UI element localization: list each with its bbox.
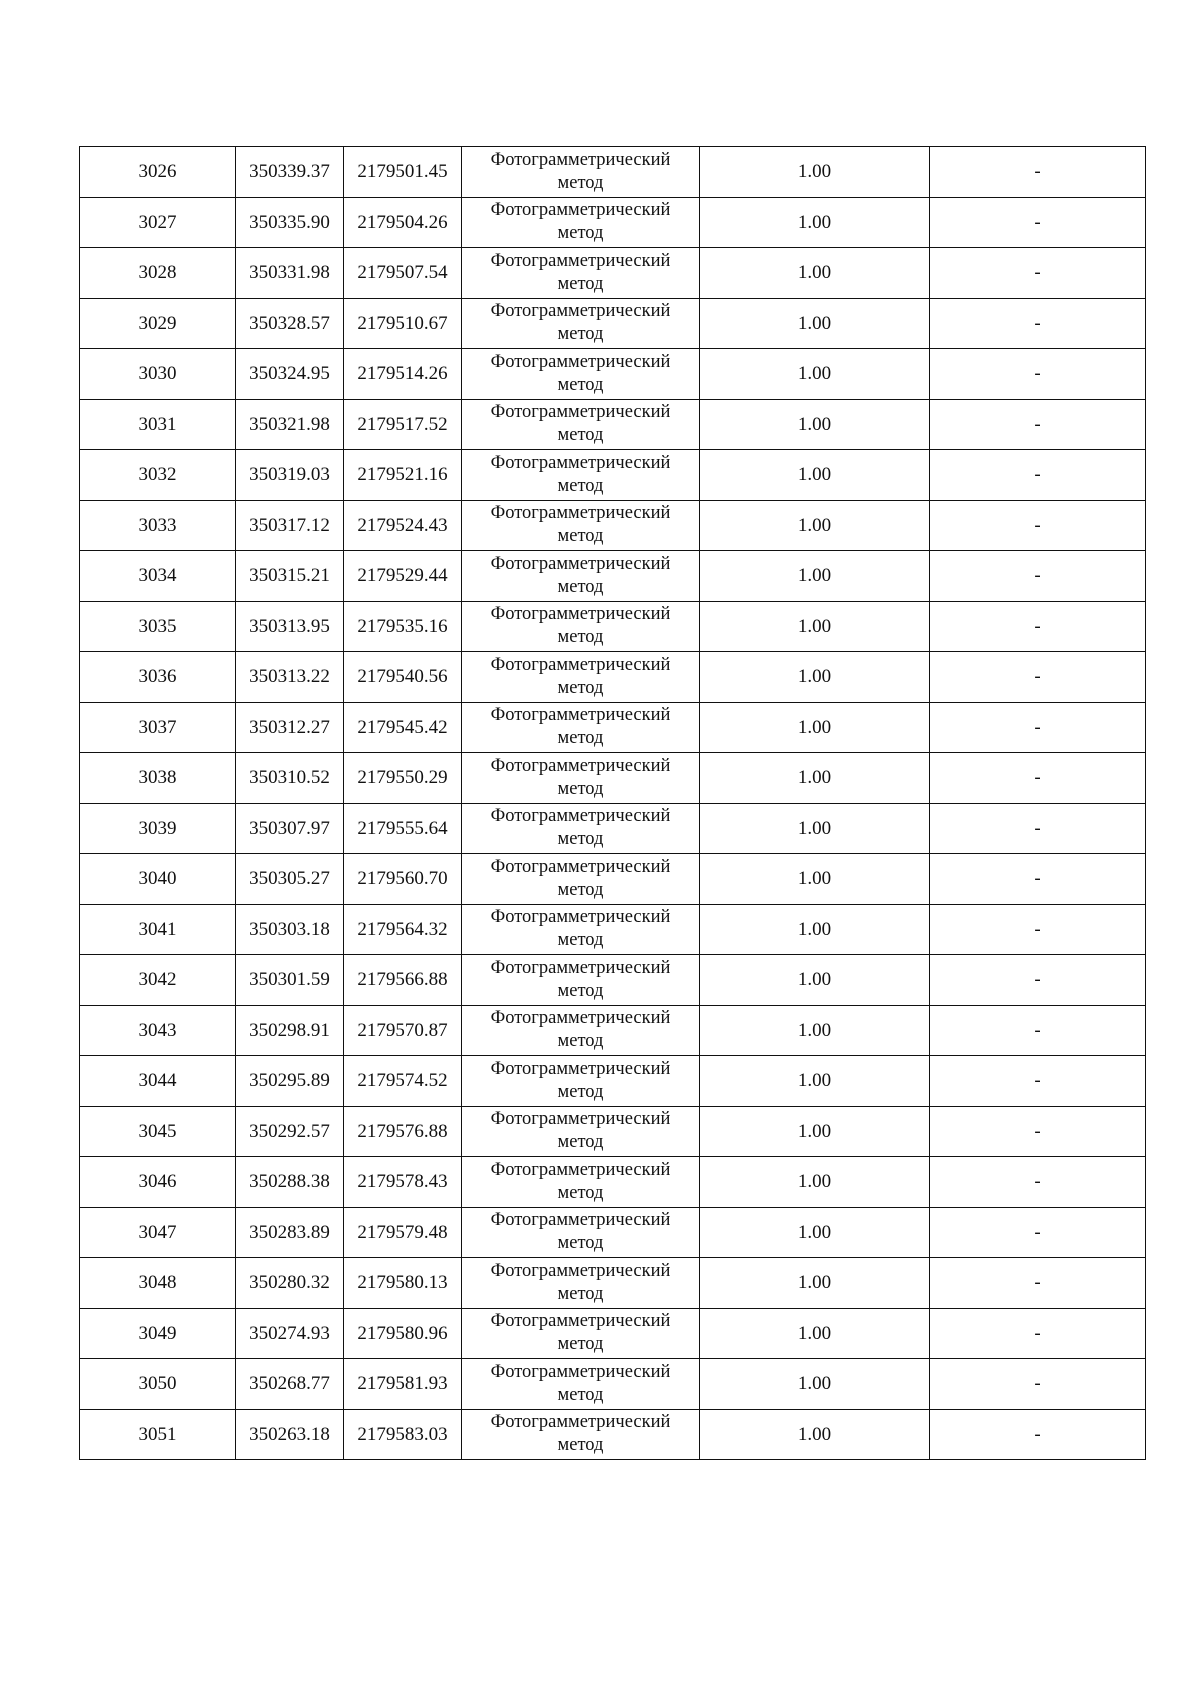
accuracy-cell: 1.00	[700, 1005, 930, 1056]
method-line-2: метод	[557, 980, 604, 1001]
table-row	[80, 1258, 1146, 1309]
table-row	[80, 1157, 1146, 1208]
note-cell: -	[930, 197, 1146, 248]
y-coordinate-cell: 2179514.26	[344, 349, 462, 400]
method-line-1: Фотограмметрический	[490, 654, 671, 675]
note-cell: -	[930, 450, 1146, 501]
method-line-1: Фотограмметрический	[490, 1008, 671, 1029]
y-coordinate-cell: 2179580.96	[344, 1308, 462, 1359]
method-line-1: Фотограмметрический	[490, 604, 671, 625]
method-line-2: метод	[557, 273, 604, 294]
y-coordinate-cell: 2179564.32	[344, 904, 462, 955]
method-line-1: Фотограмметрический	[490, 149, 671, 170]
note-cell: -	[930, 955, 1146, 1006]
note-cell: -	[930, 147, 1146, 198]
accuracy-cell: 1.00	[700, 147, 930, 198]
method-line-1: Фотограмметрический	[490, 1260, 671, 1281]
y-coordinate-cell: 2179504.26	[344, 197, 462, 248]
method-line-1: Фотограмметрический	[490, 1361, 671, 1382]
accuracy-cell: 1.00	[700, 197, 930, 248]
table-row	[80, 1409, 1146, 1460]
method-line-1: Фотограмметрический	[490, 1109, 671, 1130]
table-row	[80, 1207, 1146, 1258]
method-line-2: метод	[557, 1334, 604, 1355]
table-row	[80, 551, 1146, 602]
method-line-2: метод	[557, 374, 604, 395]
point-number-cell: 3028	[80, 248, 236, 299]
y-coordinate-cell: 2179580.13	[344, 1258, 462, 1309]
note-cell: -	[930, 1409, 1146, 1460]
x-coordinate-cell: 350301.59	[236, 955, 344, 1006]
x-coordinate-cell: 350274.93	[236, 1308, 344, 1359]
table-row	[80, 1359, 1146, 1410]
note-cell: -	[930, 1207, 1146, 1258]
method-line-2: метод	[557, 1233, 604, 1254]
y-coordinate-cell: 2179560.70	[344, 854, 462, 905]
x-coordinate-cell: 350307.97	[236, 803, 344, 854]
method-cell	[462, 904, 700, 955]
method-line-1: Фотограмметрический	[490, 907, 671, 928]
method-line-1: Фотограмметрический	[490, 806, 671, 827]
point-number-cell: 3036	[80, 652, 236, 703]
x-coordinate-cell: 350319.03	[236, 450, 344, 501]
table-row	[80, 349, 1146, 400]
method-line-1: Фотограмметрический	[490, 1159, 671, 1180]
x-coordinate-cell: 350313.95	[236, 601, 344, 652]
method-line-1: Фотограмметрический	[490, 503, 671, 524]
table-row	[80, 500, 1146, 551]
y-coordinate-cell: 2179566.88	[344, 955, 462, 1006]
accuracy-cell: 1.00	[700, 601, 930, 652]
point-number-cell: 3041	[80, 904, 236, 955]
x-coordinate-cell: 350321.98	[236, 399, 344, 450]
accuracy-cell: 1.00	[700, 753, 930, 804]
note-cell: -	[930, 298, 1146, 349]
point-number-cell: 3029	[80, 298, 236, 349]
method-cell	[462, 702, 700, 753]
method-line-2: метод	[557, 1182, 604, 1203]
y-coordinate-cell: 2179581.93	[344, 1359, 462, 1410]
accuracy-cell: 1.00	[700, 1359, 930, 1410]
table-row	[80, 601, 1146, 652]
y-coordinate-cell: 2179555.64	[344, 803, 462, 854]
method-cell	[462, 399, 700, 450]
point-number-cell: 3050	[80, 1359, 236, 1410]
method-line-1: Фотограмметрический	[490, 301, 671, 322]
method-cell	[462, 1359, 700, 1410]
point-number-cell: 3039	[80, 803, 236, 854]
method-cell	[462, 349, 700, 400]
method-line-1: Фотограмметрический	[490, 402, 671, 423]
method-cell	[462, 854, 700, 905]
x-coordinate-cell: 350310.52	[236, 753, 344, 804]
table-row	[80, 803, 1146, 854]
table-row	[80, 298, 1146, 349]
table-row	[80, 248, 1146, 299]
table-row	[80, 904, 1146, 955]
method-line-2: метод	[557, 1435, 604, 1456]
method-cell	[462, 298, 700, 349]
x-coordinate-cell: 350317.12	[236, 500, 344, 551]
x-coordinate-cell: 350292.57	[236, 1106, 344, 1157]
x-coordinate-cell: 350315.21	[236, 551, 344, 602]
method-line-2: метод	[557, 526, 604, 547]
note-cell: -	[930, 399, 1146, 450]
method-cell	[462, 1106, 700, 1157]
accuracy-cell: 1.00	[700, 955, 930, 1006]
note-cell: -	[930, 1005, 1146, 1056]
method-line-2: метод	[557, 324, 604, 345]
method-line-2: метод	[557, 930, 604, 951]
point-number-cell: 3043	[80, 1005, 236, 1056]
method-line-1: Фотограмметрический	[490, 856, 671, 877]
accuracy-cell: 1.00	[700, 248, 930, 299]
method-cell	[462, 1308, 700, 1359]
accuracy-cell: 1.00	[700, 1207, 930, 1258]
accuracy-cell: 1.00	[700, 803, 930, 854]
accuracy-cell: 1.00	[700, 1258, 930, 1309]
y-coordinate-cell: 2179501.45	[344, 147, 462, 198]
method-line-2: метод	[557, 172, 604, 193]
note-cell: -	[930, 349, 1146, 400]
x-coordinate-cell: 350298.91	[236, 1005, 344, 1056]
note-cell: -	[930, 803, 1146, 854]
method-cell	[462, 652, 700, 703]
table-row	[80, 854, 1146, 905]
x-coordinate-cell: 350295.89	[236, 1056, 344, 1107]
table-row	[80, 147, 1146, 198]
table-row	[80, 197, 1146, 248]
method-cell	[462, 1258, 700, 1309]
point-number-cell: 3026	[80, 147, 236, 198]
point-number-cell: 3037	[80, 702, 236, 753]
note-cell: -	[930, 652, 1146, 703]
method-cell	[462, 551, 700, 602]
method-line-2: метод	[557, 1031, 604, 1052]
method-cell	[462, 955, 700, 1006]
method-line-2: метод	[557, 1081, 604, 1102]
method-line-2: метод	[557, 1132, 604, 1153]
point-number-cell: 3030	[80, 349, 236, 400]
point-number-cell: 3034	[80, 551, 236, 602]
method-line-2: метод	[557, 778, 604, 799]
point-number-cell: 3031	[80, 399, 236, 450]
x-coordinate-cell: 350312.27	[236, 702, 344, 753]
point-number-cell: 3027	[80, 197, 236, 248]
point-number-cell: 3042	[80, 955, 236, 1006]
method-cell	[462, 601, 700, 652]
x-coordinate-cell: 350263.18	[236, 1409, 344, 1460]
accuracy-cell: 1.00	[700, 450, 930, 501]
method-line-2: метод	[557, 627, 604, 648]
method-line-2: метод	[557, 829, 604, 850]
y-coordinate-cell: 2179545.42	[344, 702, 462, 753]
accuracy-cell: 1.00	[700, 399, 930, 450]
table-row	[80, 702, 1146, 753]
note-cell: -	[930, 601, 1146, 652]
accuracy-cell: 1.00	[700, 1409, 930, 1460]
y-coordinate-cell: 2179540.56	[344, 652, 462, 703]
coordinates-table	[79, 146, 1146, 1460]
accuracy-cell: 1.00	[700, 702, 930, 753]
y-coordinate-cell: 2179535.16	[344, 601, 462, 652]
method-cell	[462, 1056, 700, 1107]
table-row	[80, 399, 1146, 450]
y-coordinate-cell: 2179576.88	[344, 1106, 462, 1157]
y-coordinate-cell: 2179529.44	[344, 551, 462, 602]
point-number-cell: 3051	[80, 1409, 236, 1460]
method-cell	[462, 147, 700, 198]
method-cell	[462, 500, 700, 551]
note-cell: -	[930, 500, 1146, 551]
method-line-1: Фотограмметрический	[490, 1311, 671, 1332]
accuracy-cell: 1.00	[700, 551, 930, 602]
method-line-1: Фотограмметрический	[490, 200, 671, 221]
accuracy-cell: 1.00	[700, 904, 930, 955]
x-coordinate-cell: 350324.95	[236, 349, 344, 400]
note-cell: -	[930, 1056, 1146, 1107]
x-coordinate-cell: 350283.89	[236, 1207, 344, 1258]
method-line-1: Фотограмметрический	[490, 351, 671, 372]
x-coordinate-cell: 350339.37	[236, 147, 344, 198]
method-line-2: метод	[557, 879, 604, 900]
method-line-1: Фотограмметрический	[490, 1058, 671, 1079]
accuracy-cell: 1.00	[700, 652, 930, 703]
y-coordinate-cell: 2179578.43	[344, 1157, 462, 1208]
note-cell: -	[930, 551, 1146, 602]
note-cell: -	[930, 854, 1146, 905]
table-row	[80, 1005, 1146, 1056]
note-cell: -	[930, 702, 1146, 753]
accuracy-cell: 1.00	[700, 1308, 930, 1359]
accuracy-cell: 1.00	[700, 500, 930, 551]
note-cell: -	[930, 248, 1146, 299]
method-line-1: Фотограмметрический	[490, 957, 671, 978]
note-cell: -	[930, 1157, 1146, 1208]
table-row	[80, 753, 1146, 804]
point-number-cell: 3049	[80, 1308, 236, 1359]
point-number-cell: 3033	[80, 500, 236, 551]
table-row	[80, 1056, 1146, 1107]
accuracy-cell: 1.00	[700, 1056, 930, 1107]
y-coordinate-cell: 2179517.52	[344, 399, 462, 450]
point-number-cell: 3045	[80, 1106, 236, 1157]
y-coordinate-cell: 2179574.52	[344, 1056, 462, 1107]
point-number-cell: 3038	[80, 753, 236, 804]
method-cell	[462, 1005, 700, 1056]
x-coordinate-cell: 350268.77	[236, 1359, 344, 1410]
method-line-2: метод	[557, 223, 604, 244]
method-line-2: метод	[557, 677, 604, 698]
note-cell: -	[930, 1359, 1146, 1410]
method-line-1: Фотограмметрический	[490, 553, 671, 574]
accuracy-cell: 1.00	[700, 349, 930, 400]
y-coordinate-cell: 2179570.87	[344, 1005, 462, 1056]
method-line-2: метод	[557, 425, 604, 446]
x-coordinate-cell: 350335.90	[236, 197, 344, 248]
y-coordinate-cell: 2179550.29	[344, 753, 462, 804]
point-number-cell: 3044	[80, 1056, 236, 1107]
accuracy-cell: 1.00	[700, 298, 930, 349]
method-line-1: Фотограмметрический	[490, 1210, 671, 1231]
method-cell	[462, 753, 700, 804]
note-cell: -	[930, 1308, 1146, 1359]
y-coordinate-cell: 2179507.54	[344, 248, 462, 299]
y-coordinate-cell: 2179521.16	[344, 450, 462, 501]
x-coordinate-cell: 350303.18	[236, 904, 344, 955]
x-coordinate-cell: 350331.98	[236, 248, 344, 299]
point-number-cell: 3046	[80, 1157, 236, 1208]
method-line-2: метод	[557, 1283, 604, 1304]
table-row	[80, 450, 1146, 501]
x-coordinate-cell: 350288.38	[236, 1157, 344, 1208]
accuracy-cell: 1.00	[700, 1157, 930, 1208]
accuracy-cell: 1.00	[700, 1106, 930, 1157]
method-line-2: метод	[557, 728, 604, 749]
method-cell	[462, 248, 700, 299]
method-cell	[462, 803, 700, 854]
method-cell	[462, 197, 700, 248]
coordinates-table-body	[80, 147, 1146, 1460]
accuracy-cell: 1.00	[700, 854, 930, 905]
method-line-2: метод	[557, 576, 604, 597]
y-coordinate-cell: 2179510.67	[344, 298, 462, 349]
y-coordinate-cell: 2179583.03	[344, 1409, 462, 1460]
point-number-cell: 3048	[80, 1258, 236, 1309]
method-line-1: Фотограмметрический	[490, 755, 671, 776]
method-cell	[462, 1409, 700, 1460]
method-line-1: Фотограмметрический	[490, 1412, 671, 1433]
y-coordinate-cell: 2179524.43	[344, 500, 462, 551]
note-cell: -	[930, 904, 1146, 955]
method-line-1: Фотограмметрический	[490, 250, 671, 271]
point-number-cell: 3047	[80, 1207, 236, 1258]
point-number-cell: 3040	[80, 854, 236, 905]
note-cell: -	[930, 1106, 1146, 1157]
x-coordinate-cell: 350305.27	[236, 854, 344, 905]
note-cell: -	[930, 1258, 1146, 1309]
table-row	[80, 955, 1146, 1006]
point-number-cell: 3035	[80, 601, 236, 652]
table-row	[80, 1106, 1146, 1157]
table-row	[80, 652, 1146, 703]
method-line-2: метод	[557, 475, 604, 496]
method-cell	[462, 1157, 700, 1208]
point-number-cell: 3032	[80, 450, 236, 501]
x-coordinate-cell: 350313.22	[236, 652, 344, 703]
method-line-2: метод	[557, 1384, 604, 1405]
method-cell	[462, 1207, 700, 1258]
y-coordinate-cell: 2179579.48	[344, 1207, 462, 1258]
method-line-1: Фотограмметрический	[490, 705, 671, 726]
method-cell	[462, 450, 700, 501]
x-coordinate-cell: 350328.57	[236, 298, 344, 349]
x-coordinate-cell: 350280.32	[236, 1258, 344, 1309]
table-row	[80, 1308, 1146, 1359]
method-line-1: Фотограмметрический	[490, 452, 671, 473]
note-cell: -	[930, 753, 1146, 804]
